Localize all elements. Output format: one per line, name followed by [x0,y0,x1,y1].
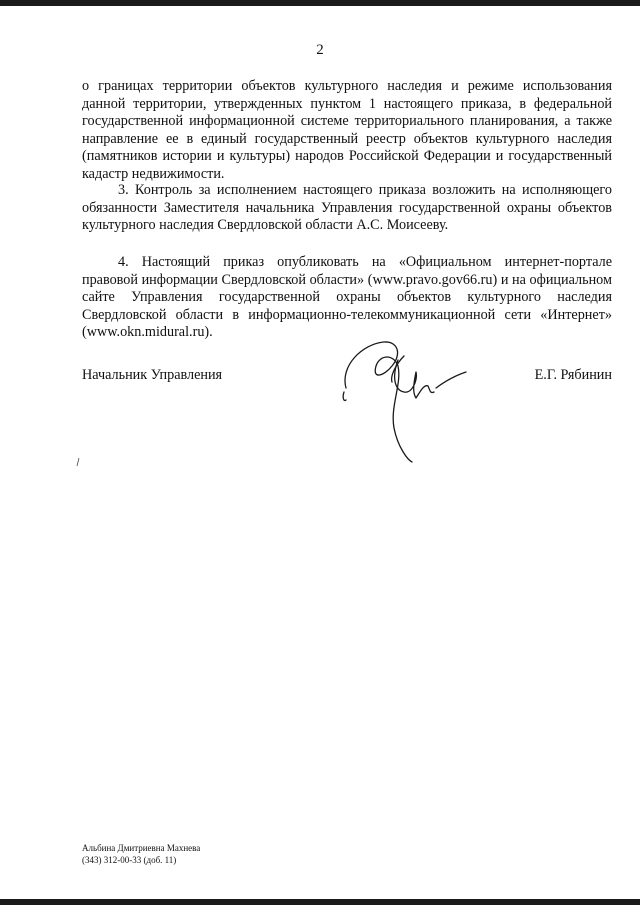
scan-bottom-edge [0,899,640,905]
stray-pen-mark [76,457,80,467]
paragraph-4 [82,254,612,342]
page-number: 2 [316,42,324,58]
paragraph-1-text: о границах территории объектов культурного наследия и режиме использования данной территории, утвержденных пунктом 1 настоящего приказа, в федеральной государственной информационной системе территориального планирования, а также направление ее в единый государственный реестр объектов культурного наследия (памятников истории и культуры) народов Российской Федерации и государственный кадастр недвижимости. [82,78,612,182]
signer-title: Начальник Управления [82,367,223,383]
paragraph-continuation [82,78,612,184]
paragraph-3-text: 3. Контроль за исполнением настоящего приказа возложить на исполняющего обязанности Заместителя начальника Управления государственной охраны объектов культурного наследия Свердловской области А.С. Моисееву. [82,182,612,234]
executor-footer [82,842,200,866]
paragraph-4-text: 4. Настоящий приказ опубликовать на «Официальном интернет-портале правовой информации Свердловской области» (www.pravo.gov66.ru) и на официальном сайте Управления государственной охраны объектов культурного наследия Свердловской области в информационно-телекоммуникационной сети «Интернет» (www.okn.midural.ru). [82,254,612,341]
handwritten-signature [332,336,472,466]
signer-name: Е.Г. Рябинин [534,367,612,383]
executor-name: Альбина Дмитриевна Махнева [82,843,201,853]
executor-phone: (343) 312-00-33 (доб. 11) [82,855,177,865]
paragraph-3 [82,182,612,235]
scan-top-edge [0,0,640,6]
